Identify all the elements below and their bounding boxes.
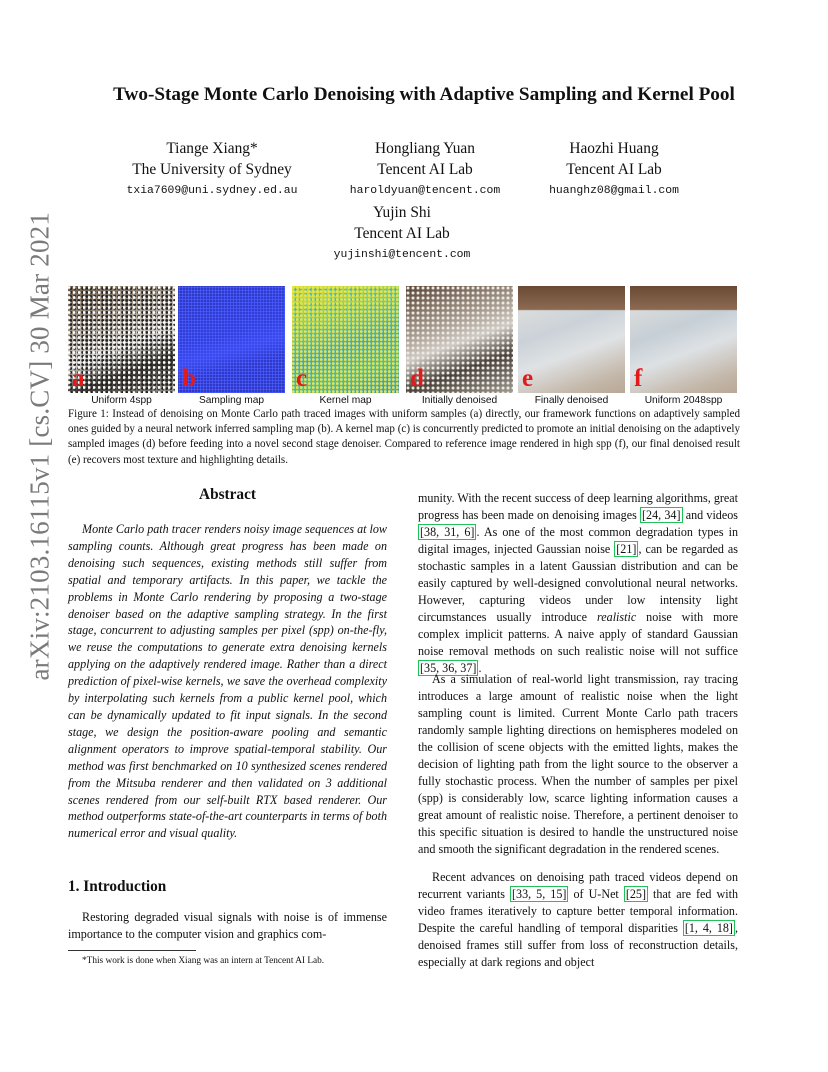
author-affiliation: Tencent AI Lab xyxy=(566,161,662,178)
abstract-body: Monte Carlo path tracer renders noisy image sequences at low sampling counts. Although great progress has been made on denoising such sequences, existing methods still suffer from spatial and temporary artifacts. In this paper, we tackle the problems in Monte Carlo rendering by proposing a two-stage denoiser based on the adaptive sampling strategy. In the first stage, concurrent to adjusting samples per pixel (spp) on-the-fly, we reuse the computations to generate extra denoising kernels applying on the adaptively rendered image. Rather than a direct prediction of pixel-wise kernels, we save the overhead complexity by interpolating such kernels from a public kernel pool, which can be dynamically updated to fit input signals. In the second stage, we design the position-aware pooling and semantic alignment operators to improve spatial-temporal stability. Our method was first benchmarked on 10 synthesized scenes rendered from the Mitsuba renderer and then validated on 3 additional scenes rendered from our self-built RTX based renderer. Our method outperforms state-of-the-art counterparts in terms of both numerical error and visual quality. xyxy=(68,522,387,841)
paper-title: Two-Stage Monte Carlo Denoising with Adaptive Sampling and Kernel Pool xyxy=(113,84,735,105)
citation-link[interactable]: [33, 5, 15] xyxy=(512,886,567,901)
author-affiliation: The University of Sydney xyxy=(132,161,292,178)
panel-letter: b xyxy=(182,365,196,392)
citation-link[interactable]: [24, 34] xyxy=(642,507,681,522)
intro-paragraph: As a simulation of real-world light transmission, ray tracing introduces a large amount of realistic noise when the light sampling count is limited. Current Monte Carlo path tracers randomly sample lighting directions on hemispheres modeled on the collision of scene objects with the emitted lights, makes the decision of lighting path from the light source to the observer a fully stochastic process. When the number of samples per pixel (spp) is considerably low, scarce lighting information causes a great amount of realistic noise. Therefore, a pertinent denoiser to this specific situation is desired to handle the unstructured noise and smooth the significant degradation in the rendered scenes. xyxy=(418,672,738,856)
footnote: *This work is done when Xiang was an intern at Tencent AI Lab. xyxy=(82,956,325,966)
author-affiliation: Tencent AI Lab xyxy=(377,161,473,178)
author-name: Yujin Shi xyxy=(373,204,431,221)
panel-letter: a xyxy=(72,365,85,392)
figure-panel-label: Initially denoised xyxy=(421,395,498,406)
citation-link[interactable]: [35, 36, 37] xyxy=(420,660,477,675)
abstract-heading: Abstract xyxy=(199,486,256,503)
panel-letter: d xyxy=(410,365,424,392)
section-heading-introduction: 1. Introduction xyxy=(68,878,167,895)
author-email[interactable]: haroldyuan@tencent.com xyxy=(349,185,501,197)
author-affiliation: Tencent AI Lab xyxy=(354,225,450,242)
footnote-rule xyxy=(68,950,196,951)
figure-panel-label: Uniform 2048spp xyxy=(644,395,723,406)
panel-letter: c xyxy=(296,365,308,392)
author-block xyxy=(92,138,332,197)
citation-link[interactable]: [38, 31, 6] xyxy=(420,524,475,539)
figure-panel-finally-denoised xyxy=(518,286,625,393)
figure-panel-sampling-map xyxy=(178,286,285,393)
citation-link[interactable]: [21] xyxy=(616,541,637,556)
figure-panel-label: Kernel map xyxy=(319,395,372,406)
author-name: Haozhi Huang xyxy=(569,140,659,157)
citation-link[interactable]: [1, 4, 18] xyxy=(684,920,733,935)
intro-paragraph: Restoring degraded visual signals with noise is of immense importance to the computer vision and graphics com- xyxy=(68,910,387,941)
figure-caption: Figure 1: Instead of denoising on Monte Carlo path traced images with uniform samples (a) directly, our framework functions on adaptively sampled ones guided by a neural network inferred sampling map (b). A kernel map (c) is concurrently predicted to promote an initial denoising on the adaptively sampled images (d) before feeding into a novel second stage denoiser. Compared to reference image rendered in high spp (f), our final denoised result (e) recovers most texture and highlighting details. xyxy=(68,408,740,466)
panel-letter: e xyxy=(522,365,534,392)
author-email[interactable]: huanghz08@gmail.com xyxy=(549,185,679,197)
intro-paragraph: Recent advances on denoising path traced videos depend on recurrent variants [33, 5, 15] of U-Net [25] that are fed with video frames iteratively to capture better temporal information. Despite the careful handling of temporal disparities [1, 4, 18] , denoised frames still suffer from loss of reconstruction details, especially at dark regions and object xyxy=(418,870,738,969)
figure-panel-initially-denoised xyxy=(406,286,513,393)
author-name: Tiange Xiang* xyxy=(166,140,258,157)
intro-paragraph: munity. With the recent success of deep learning algorithms, great progress has been made on denoising images [24, 34] and videos [38, 31, 6] . As one of the most common degradation types in digital images, injected Gaussian noise [21] , can be regarded as stochastic samples in a latent Gaussian distribution and can be easily captured by well-designed convolutional neural networks. However, capturing videos under low intensity light circumstances usually introduce realistic noise with more complex implicit patterns. A naive apply of standard Gaussian noise removal methods on such realistic noise will not suffice [35, 36, 37] . xyxy=(418,491,738,675)
figure-panel-uniform-2048spp xyxy=(630,286,737,393)
author-email[interactable]: txia7609@uni.sydney.ed.au xyxy=(126,185,298,197)
figure-panel-kernel-map xyxy=(292,286,399,393)
figure-panel-label: Finally denoised xyxy=(534,395,609,406)
arxiv-side-stamp: arXiv:2103.16115v1 [cs.CV] 30 Mar 2021 xyxy=(24,211,55,681)
author-email[interactable]: yujinshi@tencent.com xyxy=(333,249,471,261)
citation-link[interactable]: [25] xyxy=(625,886,646,901)
figure-panel-label: Sampling map xyxy=(198,395,265,406)
author-name: Hongliang Yuan xyxy=(375,140,475,157)
figure-panel-label: Uniform 4spp xyxy=(91,395,152,406)
panel-letter: f xyxy=(634,365,643,392)
figure-panel-uniform-4spp xyxy=(68,286,175,393)
author-block xyxy=(282,202,522,261)
author-block xyxy=(494,138,734,197)
